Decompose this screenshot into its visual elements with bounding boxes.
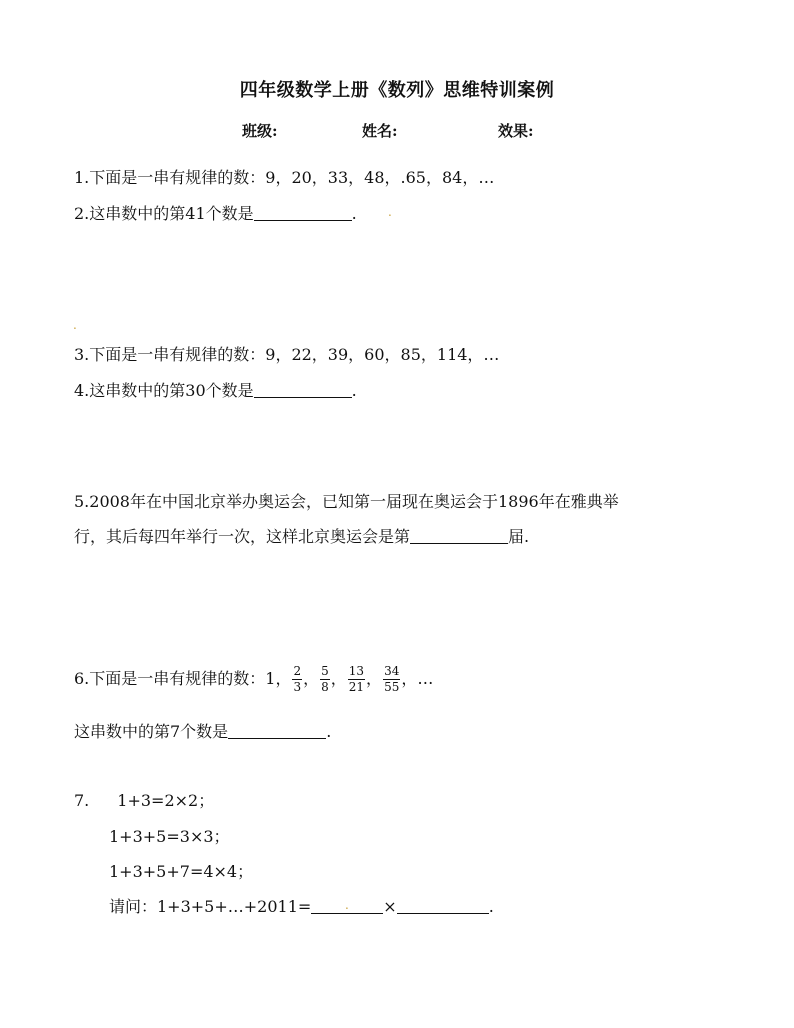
name-label: 姓名: — [362, 122, 398, 140]
fraction-numerator: 34 — [384, 664, 400, 678]
question-2 — [74, 201, 357, 224]
fraction — [383, 664, 400, 695]
question-5-line-1: 5.2008年在中国北京举办奥运会，已知第一届现在奥运会于1896年在雅典举 — [74, 492, 619, 511]
separator: ， — [303, 669, 320, 688]
fraction-numerator: 13 — [348, 664, 365, 678]
question-7-ask-text: 请问：1+3+5+…+2011= — [109, 897, 312, 916]
page-title: 四年级数学上册《数列》思维特训案例 — [239, 80, 555, 101]
question-5-end: 届. — [508, 527, 530, 546]
separator: ， — [366, 669, 383, 688]
question-6-prefix: 6.下面是一串有规律的数：1， — [74, 669, 292, 688]
times-sign: × — [383, 897, 397, 916]
question-7-label: 7. — [74, 791, 90, 810]
fraction-denominator: 21 — [348, 680, 365, 694]
fraction — [348, 664, 365, 695]
stray-dot: . — [388, 205, 392, 219]
answer-blank-4[interactable] — [254, 381, 352, 398]
question-7-line-1 — [74, 788, 214, 811]
question-5-line-2 — [74, 524, 529, 547]
fraction-numerator: 2 — [293, 664, 302, 678]
question-4-text: 4.这串数中的第30个数是 — [74, 381, 254, 400]
fraction-denominator: 8 — [321, 680, 329, 694]
answer-blank-7b[interactable] — [397, 897, 489, 914]
fraction-denominator: 3 — [293, 680, 302, 694]
question-7-end: . — [488, 897, 494, 916]
class-label: 班级: — [242, 122, 278, 140]
identity-line: 1+3=2×2； — [117, 791, 215, 810]
question-2-text: 2.这串数中的第41个数是 — [74, 204, 254, 223]
question-6-end: . — [326, 722, 332, 741]
answer-blank-6[interactable] — [228, 722, 326, 739]
question-6-ask-text: 这串数中的第7个数是 — [74, 722, 229, 741]
fraction-numerator: 5 — [321, 664, 329, 678]
question-6-ask — [74, 719, 331, 742]
separator: ， — [330, 669, 347, 688]
answer-blank-2[interactable] — [254, 204, 352, 221]
fraction — [320, 664, 330, 695]
question-4 — [74, 378, 357, 401]
question-3: 3.下面是一串有规律的数：9，22，39，60，85，114，… — [74, 345, 500, 364]
question-4-end: . — [351, 381, 357, 400]
identity-line: 1+3+5=3×3； — [109, 827, 230, 846]
question-7-ask — [109, 894, 494, 917]
stray-dot: . — [345, 898, 349, 912]
question-1: 1.下面是一串有规律的数：9，20，33，48，.65，84，… — [74, 168, 495, 187]
question-5-text: 行，其后每四年举行一次，这样北京奥运会是第 — [74, 527, 411, 546]
question-6-suffix: ，… — [401, 669, 434, 688]
fraction — [292, 664, 302, 695]
stray-dot: . — [73, 318, 77, 332]
fraction-denominator: 55 — [384, 680, 400, 694]
question-6 — [74, 664, 433, 695]
question-2-end: . — [351, 204, 357, 223]
result-label: 效果: — [498, 122, 534, 140]
identity-line: 1+3+5+7=4×4； — [109, 862, 254, 881]
answer-blank-5[interactable] — [410, 527, 508, 544]
